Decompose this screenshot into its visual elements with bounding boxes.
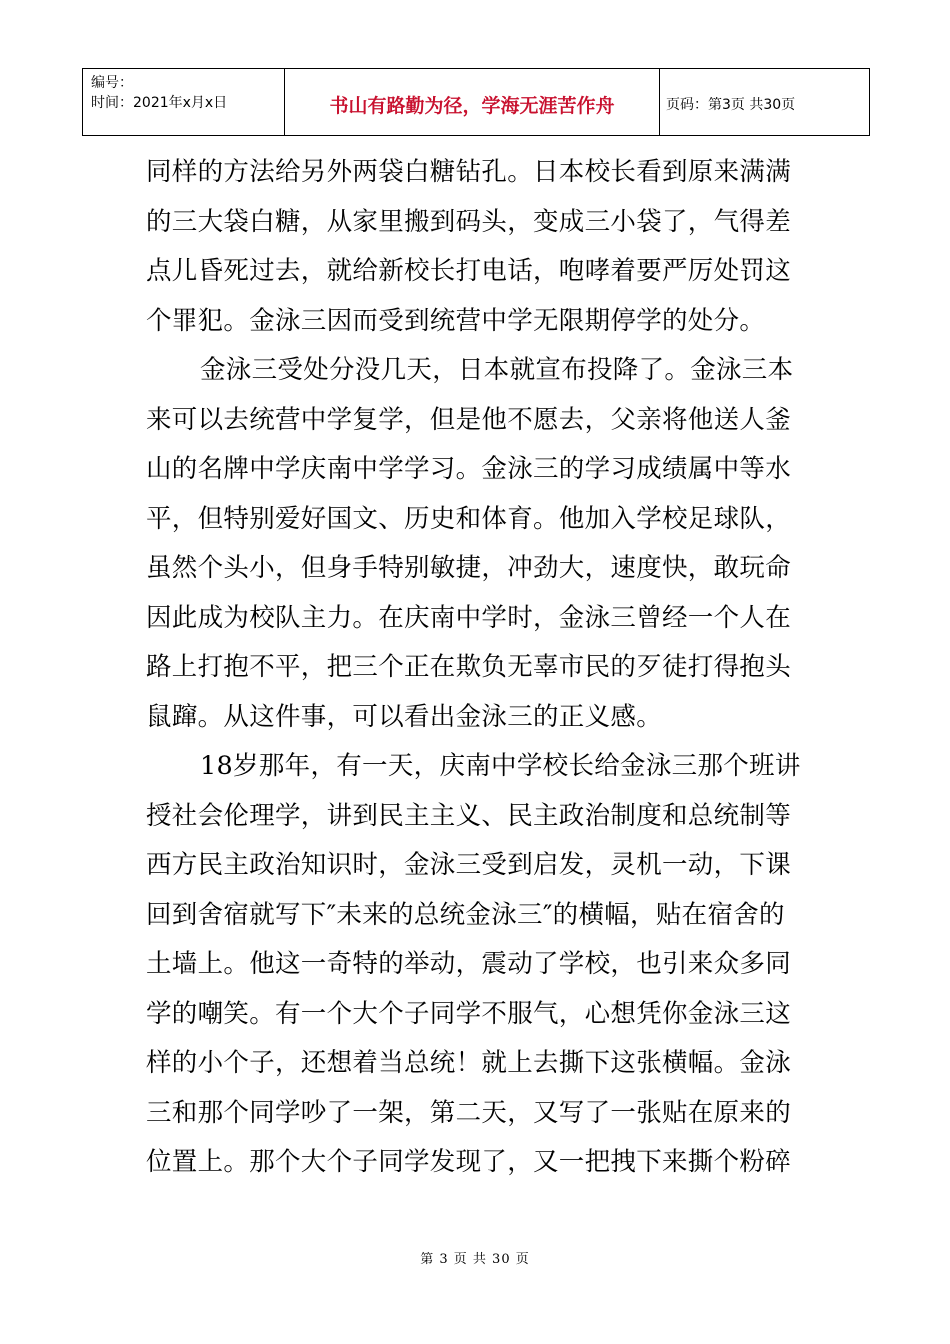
document-number-label: 编号： — [91, 75, 133, 91]
body-line: 鼠蹿。从这件事，可以看出金泳三的正义感。 — [146, 701, 663, 732]
body-line: 三和那个同学吵了一架，第二天，又写了一张贴在原来的 — [146, 1097, 792, 1128]
body-line: 回到舍宿就写下″未来的总统金泳三″的横幅，贴在宿舍的 — [146, 899, 785, 930]
body-line: 点儿昏死过去，就给新校长打电话，咆哮着要严厉处罚这 — [146, 256, 792, 286]
body-line: 土墙上。他这一奇特的举动，震动了学校，也引来众多同 — [146, 949, 792, 979]
header-motto: 书山有路勤为径，学海无涯苦作舟 — [285, 69, 660, 135]
document-time-label: 时间：2021年x月x日 — [91, 95, 228, 111]
body-line: 学的嘲笑。有一个大个子同学不服气，心想凭你金泳三这 — [146, 998, 792, 1029]
body-line: 山的名牌中学庆南中学学习。金泳三的学习成绩属中等水 — [146, 454, 792, 484]
body-line: 18岁那年，有一天，庆南中学校长给金泳三那个班讲 — [200, 751, 801, 781]
body-line: 西方民主政治知识时，金泳三受到启发，灵机一动，下课 — [146, 850, 792, 880]
body-line: 样的小个子，还想着当总统！就上去撕下这张横幅。金泳 — [146, 1048, 792, 1078]
body-line: 虽然个头小，但身手特别敏捷，冲劲大，速度快，敢玩命 — [146, 553, 792, 583]
body-line: 平，但特别爱好国文、历史和体育。他加入学校足球队， — [146, 503, 792, 534]
header-page-info: 页码：第3页 共30页 — [666, 97, 796, 113]
body-line: 金泳三受处分没几天，日本就宣布投降了。金泳三本 — [200, 355, 794, 385]
header-meta — [83, 69, 285, 135]
body-line: 个罪犯。金泳三因而受到统营中学无限期停学的处分。 — [146, 305, 766, 336]
document-body — [146, 148, 826, 1188]
body-line: 授社会伦理学，讲到民主主义、民主政治制度和总统制等 — [146, 800, 792, 831]
page-footer: 第 3 页 共 30 页 — [420, 1252, 530, 1267]
body-line: 路上打抱不平，把三个正在欺负无辜市民的歹徒打得抱头 — [146, 652, 792, 682]
body-line: 位置上。那个大个子同学发现了，又一把拽下来撕个粉碎 — [146, 1147, 792, 1177]
body-line: 的三大袋白糖，从家里搬到码头，变成三小袋了，气得差 — [146, 206, 792, 237]
body-line: 来可以去统营中学复学，但是他不愿去，父亲将他送人釜 — [146, 404, 792, 435]
body-line: 因此成为校队主力。在庆南中学时，金泳三曾经一个人在 — [146, 602, 792, 633]
body-line: 同样的方法给另外两袋白糖钻孔。日本校长看到原来满满 — [146, 157, 792, 187]
header-table — [82, 68, 870, 136]
